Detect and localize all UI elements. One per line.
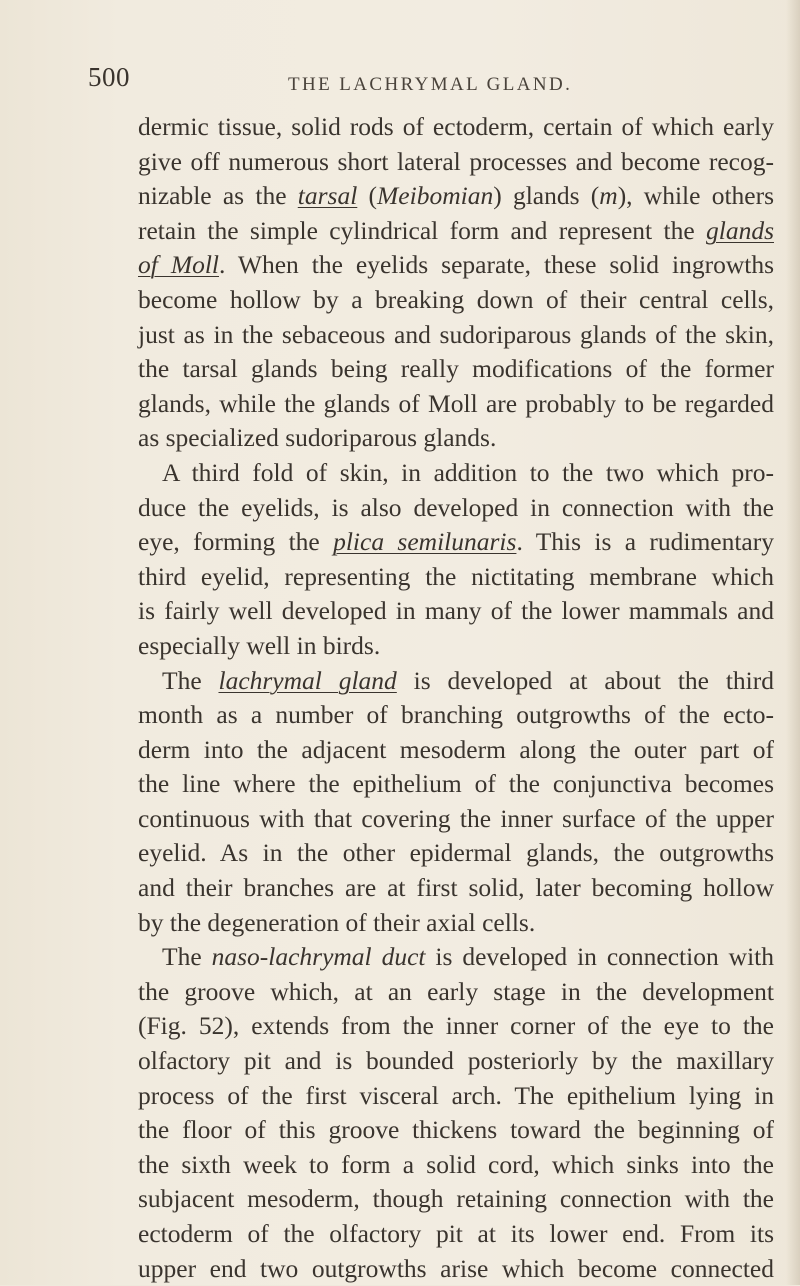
text-line: olfactory pit and is bounded posteriorly by the maxillary — [138, 1046, 774, 1076]
text-line: duce the eyelids, is also developed in connection with the — [138, 492, 774, 522]
text-line: eye, forming the plica semilunaris. This is a rudimentary — [138, 527, 774, 557]
text-line: is fairly well developed in many of the lower mammals and — [138, 596, 774, 626]
text-line: give off numerous short lateral processes and become recog- — [138, 146, 774, 176]
text-line: process of the first visceral arch. The epithelium lying in — [138, 1080, 774, 1110]
text-line: The lachrymal gland is developed at about the third — [162, 665, 774, 695]
text-line: of Moll. When the eyelids separate, these solid ingrowths — [138, 250, 774, 280]
text-line: just as in the sebaceous and sudoriparous glands of the skin, — [138, 319, 774, 349]
text-line: derm into the adjacent mesoderm along the outer part of — [138, 734, 774, 764]
text-line: the floor of this groove thickens toward the beginning of — [138, 1115, 774, 1145]
text-line: the line where the epithelium of the conjunctiva becomes — [138, 769, 774, 799]
text-line: A third fold of skin, in addition to the two which pro- — [162, 457, 774, 487]
text-line: nizable as the tarsal (Meibomian) glands (m), while others — [138, 181, 775, 211]
text-line: month as a number of branching outgrowths of the ecto- — [138, 700, 774, 730]
term-tarsal: tarsal — [297, 181, 358, 211]
page-header — [88, 62, 768, 102]
text-line: (Fig. 52), extends from the inner corner of the eye to the — [138, 1011, 774, 1041]
text-line: the sixth week to form a solid cord, which sinks into the — [138, 1149, 774, 1179]
text-line: ectoderm of the olfactory pit at its lower end. From its — [138, 1219, 774, 1248]
text-line: subjacent mesoderm, though retaining connection with the — [138, 1184, 774, 1214]
page-number: 500 — [88, 62, 130, 92]
text-line: upper end two outgrowths arise which become connected — [138, 1253, 774, 1283]
term-lachrymal-gland: lachrymal gland — [218, 665, 397, 695]
term-meibomian: Meibomian — [377, 181, 494, 211]
term-glands-of-moll: glands — [705, 215, 774, 245]
term-plica-semilunaris: plica semilunaris — [333, 527, 517, 557]
text-line: The naso-lachrymal duct is developed in connection with — [162, 942, 774, 972]
text-line: become hollow by a breaking down of their central cells, — [138, 284, 774, 314]
term-glands-of-moll-cont: of Moll — [138, 250, 219, 280]
text-line: the groove which, at an early stage in the development — [138, 976, 774, 1006]
text-line: eyelid. As in the other epidermal glands, the outgrowths — [138, 838, 774, 868]
text-line: by the degeneration of their axial cells. — [138, 907, 536, 937]
text-line: especially well in birds. — [138, 630, 381, 660]
text-line: glands, while the glands of Moll are probably to be regarded — [138, 388, 774, 418]
page-edge-shadow — [786, 0, 800, 1285]
text-line: retain the simple cylindrical form and represent the glands — [138, 215, 774, 245]
text-line: the tarsal glands being really modifications of the former — [138, 354, 774, 384]
body-text — [138, 110, 774, 1286]
term-naso-lachrymal-duct: naso-lachrymal duct — [211, 942, 426, 972]
running-head: THE LACHRYMAL GLAND. — [288, 74, 573, 95]
text-line: continuous with that covering the inner surface of the upper — [138, 803, 774, 833]
text-line: dermic tissue, solid rods of ectoderm, certain of which early — [138, 112, 774, 141]
text-line: as specialized sudoriparous glands. — [138, 423, 497, 453]
label-m: m — [599, 181, 618, 211]
text-line: third eyelid, representing the nictitating membrane which — [138, 561, 774, 591]
text-line: and their branches are at first solid, later becoming hollow — [138, 873, 774, 903]
